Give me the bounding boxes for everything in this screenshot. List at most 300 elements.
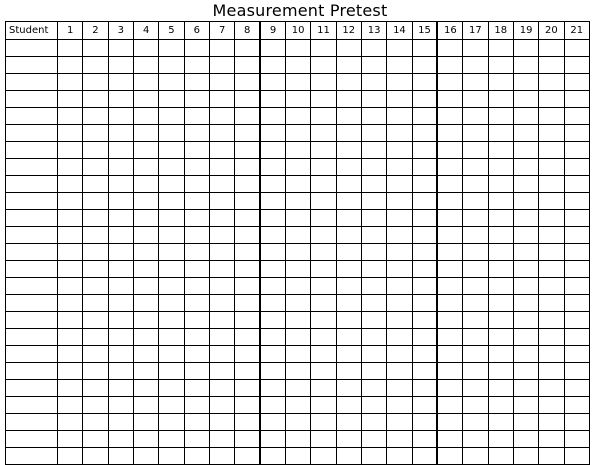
answer-cell[interactable] [564, 448, 589, 465]
answer-cell[interactable] [260, 431, 285, 448]
answer-cell[interactable] [83, 329, 108, 346]
answer-cell[interactable] [437, 193, 462, 210]
answer-cell[interactable] [209, 448, 234, 465]
answer-cell[interactable] [539, 312, 564, 329]
answer-cell[interactable] [260, 193, 285, 210]
answer-cell[interactable] [235, 414, 260, 431]
answer-cell[interactable] [488, 227, 513, 244]
student-name-cell[interactable] [6, 40, 58, 57]
answer-cell[interactable] [387, 380, 412, 397]
answer-cell[interactable] [361, 159, 386, 176]
answer-cell[interactable] [235, 380, 260, 397]
answer-cell[interactable] [58, 108, 83, 125]
answer-cell[interactable] [361, 210, 386, 227]
answer-cell[interactable] [539, 40, 564, 57]
answer-cell[interactable] [159, 346, 184, 363]
answer-cell[interactable] [463, 397, 488, 414]
answer-cell[interactable] [108, 346, 133, 363]
answer-cell[interactable] [336, 380, 361, 397]
answer-cell[interactable] [260, 380, 285, 397]
answer-cell[interactable] [159, 91, 184, 108]
answer-cell[interactable] [285, 329, 310, 346]
answer-cell[interactable] [311, 312, 336, 329]
answer-cell[interactable] [488, 312, 513, 329]
answer-cell[interactable] [260, 414, 285, 431]
answer-cell[interactable] [83, 74, 108, 91]
answer-cell[interactable] [159, 125, 184, 142]
answer-cell[interactable] [463, 448, 488, 465]
answer-cell[interactable] [564, 346, 589, 363]
answer-cell[interactable] [184, 414, 209, 431]
answer-cell[interactable] [108, 380, 133, 397]
answer-cell[interactable] [58, 414, 83, 431]
answer-cell[interactable] [184, 74, 209, 91]
answer-cell[interactable] [488, 176, 513, 193]
answer-cell[interactable] [311, 57, 336, 74]
answer-cell[interactable] [513, 108, 538, 125]
answer-cell[interactable] [260, 40, 285, 57]
answer-cell[interactable] [513, 414, 538, 431]
answer-cell[interactable] [488, 125, 513, 142]
student-name-cell[interactable] [6, 176, 58, 193]
answer-cell[interactable] [260, 329, 285, 346]
answer-cell[interactable] [285, 244, 310, 261]
answer-cell[interactable] [361, 40, 386, 57]
answer-cell[interactable] [361, 346, 386, 363]
answer-cell[interactable] [159, 431, 184, 448]
answer-cell[interactable] [437, 57, 462, 74]
student-name-cell[interactable] [6, 329, 58, 346]
answer-cell[interactable] [488, 295, 513, 312]
answer-cell[interactable] [108, 176, 133, 193]
answer-cell[interactable] [564, 125, 589, 142]
answer-cell[interactable] [311, 380, 336, 397]
answer-cell[interactable] [159, 278, 184, 295]
answer-cell[interactable] [235, 261, 260, 278]
answer-cell[interactable] [412, 227, 437, 244]
answer-cell[interactable] [437, 74, 462, 91]
answer-cell[interactable] [285, 125, 310, 142]
answer-cell[interactable] [513, 91, 538, 108]
answer-cell[interactable] [260, 142, 285, 159]
answer-cell[interactable] [260, 159, 285, 176]
answer-cell[interactable] [336, 74, 361, 91]
answer-cell[interactable] [58, 346, 83, 363]
answer-cell[interactable] [260, 278, 285, 295]
answer-cell[interactable] [235, 159, 260, 176]
answer-cell[interactable] [260, 210, 285, 227]
student-name-cell[interactable] [6, 448, 58, 465]
answer-cell[interactable] [463, 329, 488, 346]
answer-cell[interactable] [285, 227, 310, 244]
answer-cell[interactable] [463, 295, 488, 312]
answer-cell[interactable] [209, 125, 234, 142]
answer-cell[interactable] [184, 431, 209, 448]
answer-cell[interactable] [311, 74, 336, 91]
answer-cell[interactable] [387, 312, 412, 329]
answer-cell[interactable] [58, 431, 83, 448]
answer-cell[interactable] [361, 244, 386, 261]
answer-cell[interactable] [412, 74, 437, 91]
answer-cell[interactable] [235, 91, 260, 108]
answer-cell[interactable] [539, 210, 564, 227]
answer-cell[interactable] [412, 210, 437, 227]
student-name-cell[interactable] [6, 431, 58, 448]
answer-cell[interactable] [412, 414, 437, 431]
answer-cell[interactable] [209, 346, 234, 363]
answer-cell[interactable] [184, 380, 209, 397]
answer-cell[interactable] [361, 108, 386, 125]
answer-cell[interactable] [539, 397, 564, 414]
answer-cell[interactable] [336, 448, 361, 465]
answer-cell[interactable] [285, 193, 310, 210]
answer-cell[interactable] [260, 363, 285, 380]
answer-cell[interactable] [311, 176, 336, 193]
answer-cell[interactable] [539, 108, 564, 125]
answer-cell[interactable] [387, 261, 412, 278]
answer-cell[interactable] [133, 380, 158, 397]
answer-cell[interactable] [133, 329, 158, 346]
answer-cell[interactable] [513, 431, 538, 448]
answer-cell[interactable] [184, 278, 209, 295]
answer-cell[interactable] [209, 210, 234, 227]
answer-cell[interactable] [513, 227, 538, 244]
answer-cell[interactable] [260, 244, 285, 261]
answer-cell[interactable] [311, 363, 336, 380]
answer-cell[interactable] [437, 414, 462, 431]
answer-cell[interactable] [361, 261, 386, 278]
student-name-cell[interactable] [6, 380, 58, 397]
answer-cell[interactable] [209, 57, 234, 74]
answer-cell[interactable] [463, 74, 488, 91]
answer-cell[interactable] [260, 91, 285, 108]
answer-cell[interactable] [361, 448, 386, 465]
answer-cell[interactable] [83, 210, 108, 227]
answer-cell[interactable] [108, 193, 133, 210]
answer-cell[interactable] [311, 193, 336, 210]
answer-cell[interactable] [463, 108, 488, 125]
answer-cell[interactable] [58, 312, 83, 329]
answer-cell[interactable] [311, 295, 336, 312]
answer-cell[interactable] [108, 295, 133, 312]
answer-cell[interactable] [285, 363, 310, 380]
answer-cell[interactable] [437, 363, 462, 380]
answer-cell[interactable] [184, 261, 209, 278]
answer-cell[interactable] [387, 40, 412, 57]
answer-cell[interactable] [463, 278, 488, 295]
answer-cell[interactable] [108, 74, 133, 91]
answer-cell[interactable] [564, 91, 589, 108]
answer-cell[interactable] [488, 414, 513, 431]
answer-cell[interactable] [184, 40, 209, 57]
answer-cell[interactable] [235, 397, 260, 414]
answer-cell[interactable] [58, 125, 83, 142]
answer-cell[interactable] [133, 125, 158, 142]
answer-cell[interactable] [108, 448, 133, 465]
answer-cell[interactable] [209, 74, 234, 91]
answer-cell[interactable] [83, 448, 108, 465]
answer-cell[interactable] [133, 278, 158, 295]
answer-cell[interactable] [235, 278, 260, 295]
answer-cell[interactable] [260, 312, 285, 329]
answer-cell[interactable] [437, 227, 462, 244]
answer-cell[interactable] [235, 448, 260, 465]
answer-cell[interactable] [285, 91, 310, 108]
answer-cell[interactable] [336, 295, 361, 312]
answer-cell[interactable] [83, 108, 108, 125]
answer-cell[interactable] [564, 414, 589, 431]
answer-cell[interactable] [539, 261, 564, 278]
student-name-cell[interactable] [6, 295, 58, 312]
student-name-cell[interactable] [6, 91, 58, 108]
answer-cell[interactable] [463, 244, 488, 261]
answer-cell[interactable] [159, 40, 184, 57]
answer-cell[interactable] [285, 414, 310, 431]
answer-cell[interactable] [58, 176, 83, 193]
answer-cell[interactable] [564, 431, 589, 448]
answer-cell[interactable] [58, 329, 83, 346]
answer-cell[interactable] [488, 380, 513, 397]
answer-cell[interactable] [387, 74, 412, 91]
answer-cell[interactable] [133, 227, 158, 244]
answer-cell[interactable] [539, 227, 564, 244]
answer-cell[interactable] [285, 380, 310, 397]
answer-cell[interactable] [488, 329, 513, 346]
answer-cell[interactable] [513, 176, 538, 193]
answer-cell[interactable] [412, 278, 437, 295]
answer-cell[interactable] [83, 159, 108, 176]
answer-cell[interactable] [463, 142, 488, 159]
answer-cell[interactable] [285, 108, 310, 125]
answer-cell[interactable] [336, 40, 361, 57]
answer-cell[interactable] [133, 210, 158, 227]
answer-cell[interactable] [564, 278, 589, 295]
answer-cell[interactable] [311, 40, 336, 57]
answer-cell[interactable] [463, 261, 488, 278]
answer-cell[interactable] [235, 295, 260, 312]
answer-cell[interactable] [83, 363, 108, 380]
answer-cell[interactable] [159, 227, 184, 244]
answer-cell[interactable] [564, 227, 589, 244]
answer-cell[interactable] [311, 91, 336, 108]
answer-cell[interactable] [539, 193, 564, 210]
answer-cell[interactable] [387, 193, 412, 210]
answer-cell[interactable] [361, 57, 386, 74]
answer-cell[interactable] [539, 74, 564, 91]
answer-cell[interactable] [488, 108, 513, 125]
answer-cell[interactable] [58, 397, 83, 414]
answer-cell[interactable] [285, 448, 310, 465]
answer-cell[interactable] [488, 448, 513, 465]
answer-cell[interactable] [564, 57, 589, 74]
answer-cell[interactable] [336, 91, 361, 108]
answer-cell[interactable] [361, 414, 386, 431]
answer-cell[interactable] [108, 57, 133, 74]
answer-cell[interactable] [108, 397, 133, 414]
answer-cell[interactable] [133, 142, 158, 159]
answer-cell[interactable] [260, 295, 285, 312]
answer-cell[interactable] [412, 193, 437, 210]
answer-cell[interactable] [539, 142, 564, 159]
answer-cell[interactable] [463, 176, 488, 193]
answer-cell[interactable] [361, 397, 386, 414]
answer-cell[interactable] [58, 91, 83, 108]
answer-cell[interactable] [235, 142, 260, 159]
answer-cell[interactable] [159, 312, 184, 329]
answer-cell[interactable] [488, 142, 513, 159]
answer-cell[interactable] [235, 431, 260, 448]
answer-cell[interactable] [285, 312, 310, 329]
answer-cell[interactable] [58, 244, 83, 261]
answer-cell[interactable] [564, 244, 589, 261]
answer-cell[interactable] [387, 244, 412, 261]
answer-cell[interactable] [463, 193, 488, 210]
answer-cell[interactable] [437, 40, 462, 57]
answer-cell[interactable] [184, 210, 209, 227]
answer-cell[interactable] [260, 227, 285, 244]
answer-cell[interactable] [437, 125, 462, 142]
answer-cell[interactable] [488, 261, 513, 278]
answer-cell[interactable] [311, 278, 336, 295]
answer-cell[interactable] [488, 363, 513, 380]
answer-cell[interactable] [260, 261, 285, 278]
answer-cell[interactable] [133, 414, 158, 431]
answer-cell[interactable] [159, 380, 184, 397]
answer-cell[interactable] [260, 397, 285, 414]
student-name-cell[interactable] [6, 261, 58, 278]
answer-cell[interactable] [311, 227, 336, 244]
answer-cell[interactable] [58, 40, 83, 57]
answer-cell[interactable] [184, 312, 209, 329]
answer-cell[interactable] [412, 91, 437, 108]
answer-cell[interactable] [463, 91, 488, 108]
answer-cell[interactable] [108, 414, 133, 431]
answer-cell[interactable] [513, 244, 538, 261]
answer-cell[interactable] [108, 125, 133, 142]
answer-cell[interactable] [108, 210, 133, 227]
answer-cell[interactable] [209, 227, 234, 244]
answer-cell[interactable] [564, 210, 589, 227]
answer-cell[interactable] [564, 176, 589, 193]
answer-cell[interactable] [209, 397, 234, 414]
answer-cell[interactable] [513, 159, 538, 176]
answer-cell[interactable] [159, 142, 184, 159]
answer-cell[interactable] [209, 142, 234, 159]
answer-cell[interactable] [133, 261, 158, 278]
answer-cell[interactable] [159, 363, 184, 380]
answer-cell[interactable] [488, 40, 513, 57]
answer-cell[interactable] [209, 312, 234, 329]
answer-cell[interactable] [159, 210, 184, 227]
answer-cell[interactable] [235, 176, 260, 193]
answer-cell[interactable] [412, 125, 437, 142]
answer-cell[interactable] [184, 363, 209, 380]
answer-cell[interactable] [336, 176, 361, 193]
answer-cell[interactable] [387, 210, 412, 227]
answer-cell[interactable] [539, 363, 564, 380]
answer-cell[interactable] [159, 414, 184, 431]
answer-cell[interactable] [488, 193, 513, 210]
answer-cell[interactable] [564, 108, 589, 125]
answer-cell[interactable] [83, 278, 108, 295]
answer-cell[interactable] [463, 159, 488, 176]
answer-cell[interactable] [133, 346, 158, 363]
answer-cell[interactable] [539, 329, 564, 346]
answer-cell[interactable] [58, 380, 83, 397]
answer-cell[interactable] [184, 91, 209, 108]
answer-cell[interactable] [108, 329, 133, 346]
answer-cell[interactable] [387, 431, 412, 448]
answer-cell[interactable] [285, 295, 310, 312]
answer-cell[interactable] [387, 91, 412, 108]
answer-cell[interactable] [285, 397, 310, 414]
student-name-cell[interactable] [6, 142, 58, 159]
answer-cell[interactable] [108, 431, 133, 448]
student-name-cell[interactable] [6, 397, 58, 414]
answer-cell[interactable] [513, 397, 538, 414]
answer-cell[interactable] [285, 74, 310, 91]
answer-cell[interactable] [311, 210, 336, 227]
answer-cell[interactable] [133, 159, 158, 176]
answer-cell[interactable] [463, 414, 488, 431]
answer-cell[interactable] [311, 159, 336, 176]
answer-cell[interactable] [412, 448, 437, 465]
answer-cell[interactable] [209, 40, 234, 57]
answer-cell[interactable] [412, 57, 437, 74]
answer-cell[interactable] [412, 159, 437, 176]
answer-cell[interactable] [387, 397, 412, 414]
answer-cell[interactable] [387, 295, 412, 312]
answer-cell[interactable] [437, 346, 462, 363]
answer-cell[interactable] [412, 295, 437, 312]
answer-cell[interactable] [159, 244, 184, 261]
answer-cell[interactable] [564, 193, 589, 210]
answer-cell[interactable] [133, 312, 158, 329]
answer-cell[interactable] [488, 91, 513, 108]
answer-cell[interactable] [564, 142, 589, 159]
student-name-cell[interactable] [6, 312, 58, 329]
answer-cell[interactable] [83, 40, 108, 57]
answer-cell[interactable] [513, 329, 538, 346]
student-name-cell[interactable] [6, 363, 58, 380]
answer-cell[interactable] [336, 346, 361, 363]
answer-cell[interactable] [437, 142, 462, 159]
answer-cell[interactable] [83, 244, 108, 261]
answer-cell[interactable] [387, 108, 412, 125]
answer-cell[interactable] [108, 261, 133, 278]
answer-cell[interactable] [361, 227, 386, 244]
answer-cell[interactable] [513, 312, 538, 329]
answer-cell[interactable] [513, 363, 538, 380]
answer-cell[interactable] [83, 431, 108, 448]
answer-cell[interactable] [83, 91, 108, 108]
answer-cell[interactable] [209, 91, 234, 108]
answer-cell[interactable] [58, 448, 83, 465]
answer-cell[interactable] [133, 193, 158, 210]
answer-cell[interactable] [184, 244, 209, 261]
answer-cell[interactable] [336, 57, 361, 74]
student-name-cell[interactable] [6, 414, 58, 431]
answer-cell[interactable] [463, 363, 488, 380]
answer-cell[interactable] [159, 261, 184, 278]
student-name-cell[interactable] [6, 227, 58, 244]
answer-cell[interactable] [235, 329, 260, 346]
answer-cell[interactable] [336, 397, 361, 414]
answer-cell[interactable] [564, 74, 589, 91]
answer-cell[interactable] [564, 40, 589, 57]
answer-cell[interactable] [311, 448, 336, 465]
answer-cell[interactable] [260, 108, 285, 125]
